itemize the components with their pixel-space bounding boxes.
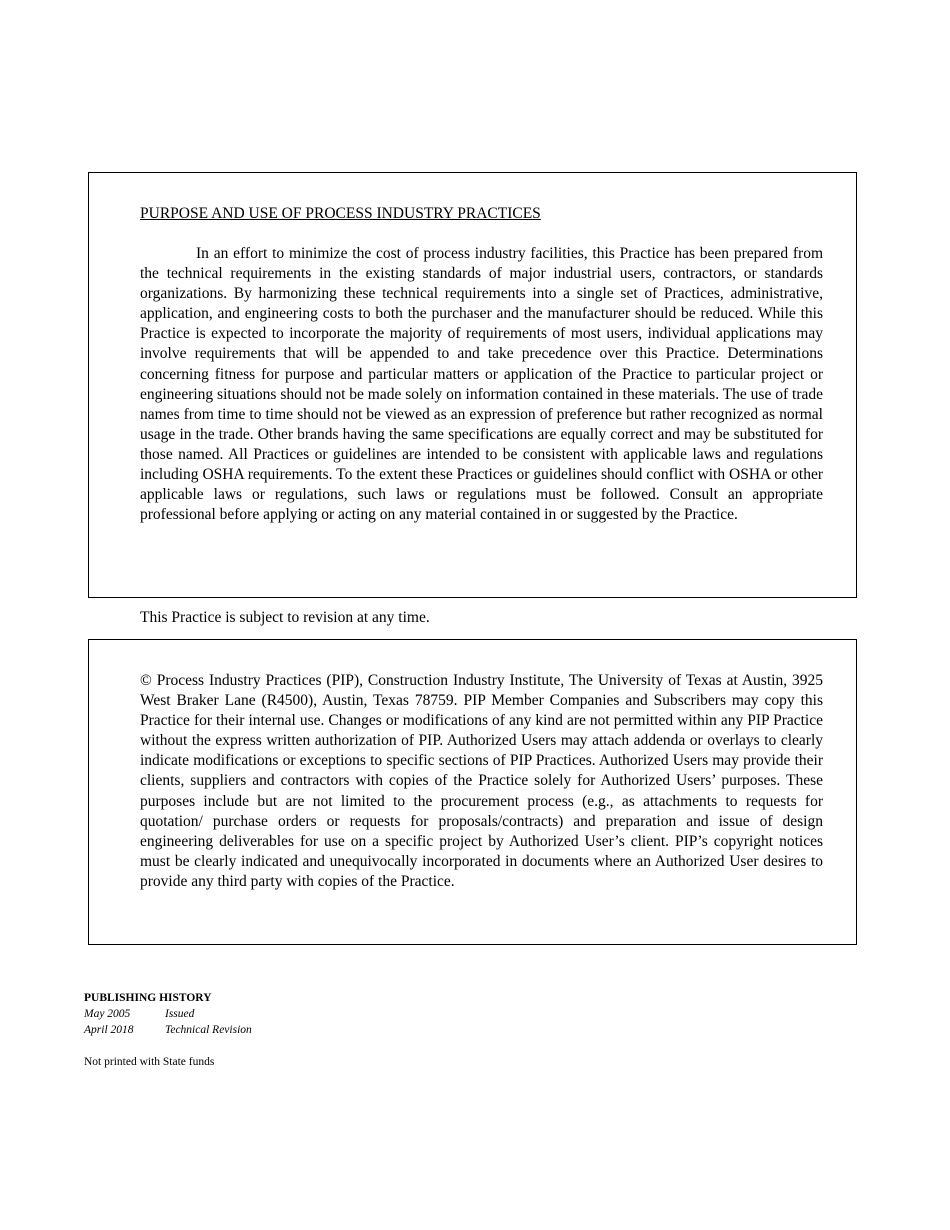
purpose-box — [88, 172, 857, 598]
history-event: Issued — [165, 1008, 195, 1020]
history-date: April 2018 — [84, 1024, 134, 1036]
copyright-content — [140, 671, 823, 892]
purpose-paragraph: In an effort to minimize the cost of process industry facilities, this Practice has been prepared from the technical requirements in the existing standards of major industrial users, contractors, or standards organizations. By harmonizing these technical requirements into a single set of Practices, administrative, application, and engineering costs to both the purchaser and the manufacturer should be reduced. While this Practice is expected to incorporate the majority of requirements of most users, individual applications may involve requirements that will be appended to and take precedence over this Practice. Determinations concerning fitness for purpose and particular matters or application of the Practice to particular project or engineering situations should not be made solely on information contained in these materials. The use of trade names from time to time should not be viewed as an expression of preference but rather recognized as normal usage in the trade. Other brands having the same specifications are equally correct and may be substituted for those named. All Practices or guidelines are intended to be consistent with applicable laws and regulations including OSHA requirements. To the extent these Practices or guidelines should conflict with OSHA or other applicable laws or regulations, such laws or regulations must be followed. Consult an appropriate professional before applying or acting on any material contained in or suggested by the Practice. — [140, 245, 823, 524]
history-entry — [84, 1006, 252, 1022]
publishing-history — [84, 991, 252, 1038]
history-event: Technical Revision — [165, 1024, 252, 1036]
history-entry — [84, 1022, 252, 1038]
history-date: May 2005 — [84, 1008, 131, 1020]
copyright-paragraph: © Process Industry Practices (PIP), Construction Industry Institute, The University of Texas at Austin, 3925 West Braker Lane (R4500), Austin, Texas 78759. PIP Member Companies and Subscribers may copy this Practice for their internal use. Changes or modifications of any kind are not permitted within any PIP Practice without the express written authorization of PIP. Authorized Users may attach addenda or overlays to clearly indicate modifications or exceptions to specific sections of PIP Practices. Authorized Users may provide their clients, suppliers and contractors with copies of the Practice solely for Authorized Users’ purposes. These purposes include but are not limited to the procurement process (e.g., as attachments to requests for quotation/ purchase orders or requests for proposals/contracts) and preparation and issue of design engineering deliverables for use on a specific project by Authorized User’s client. PIP’s copyright notices must be clearly indicated and unequivocally incorporated in documents where an Authorized User desires to provide any third party with copies of the Practice. — [140, 672, 823, 890]
purpose-heading: PURPOSE AND USE OF PROCESS INDUSTRY PRACTICES — [140, 205, 541, 222]
copyright-box — [88, 639, 857, 945]
revision-note: This Practice is subject to revision at any time. — [140, 609, 430, 626]
funding-note: Not printed with State funds — [84, 1056, 215, 1068]
publishing-history-title: PUBLISHING HISTORY — [84, 992, 212, 1004]
purpose-content — [140, 204, 823, 525]
